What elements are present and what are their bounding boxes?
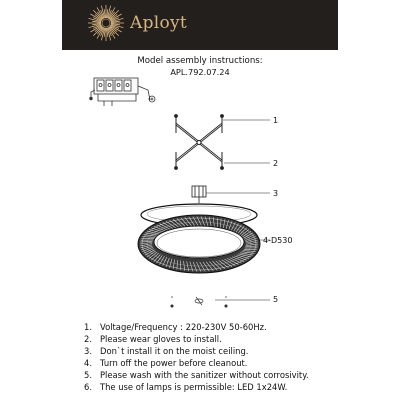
brand-name: Aployt <box>130 13 188 33</box>
callout-1: 1 <box>273 116 279 125</box>
terminal-block-icon <box>90 78 155 106</box>
screw-parts-icon <box>171 296 227 307</box>
callout-4: 4-D530 <box>263 236 293 245</box>
instructions-list <box>84 322 309 393</box>
callout-3: 3 <box>273 189 279 198</box>
instruction-item: 2. Please wear gloves to install. <box>84 333 222 344</box>
instruction-item: 6. The use of lamps is permissible: LED 1x24W. <box>84 381 288 392</box>
callout-2: 2 <box>273 159 279 168</box>
model-number: APL.792.07.24 <box>170 67 230 77</box>
instruction-item: 4. Turn off the power before cleanout. <box>84 357 248 368</box>
callout-5: 5 <box>273 295 279 304</box>
crystal-ring-chandelier <box>138 204 260 273</box>
mounting-crossbar <box>175 115 224 170</box>
instruction-item: 1. Voltage/Frequency : 220-230V 50-60Hz. <box>84 322 267 332</box>
driver-box-icon <box>192 186 206 203</box>
instruction-item: 3. Don`t install it on the moist ceiling. <box>84 345 249 356</box>
document-title: Model assembly instructions: <box>137 56 263 66</box>
instruction-item: 5. Please wash with the sanitizer without corrosivity. <box>84 369 309 380</box>
